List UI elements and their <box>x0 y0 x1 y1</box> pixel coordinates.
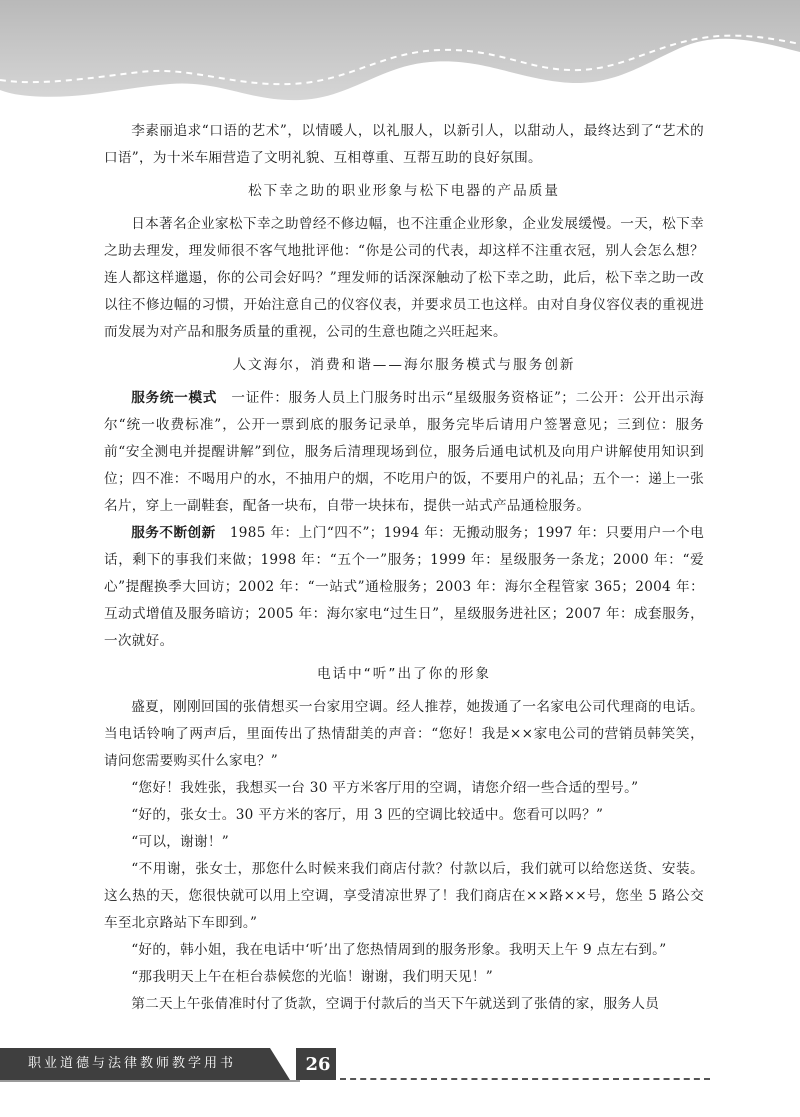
paragraph: “您好！我姓张，我想买一台 30 平方米客厅用的空调，请您介绍一些合适的型号。” <box>131 780 639 796</box>
header-wave-banner <box>0 0 800 120</box>
paragraph: “不用谢，张女士，那您什么时候来我们商店付款？付款以后，我们就可以给您送货、安装。这么热的天，您很快就可以用上空调，享受清凉世界了！我们商店在××路××号，您坐 5 路公交车至北京路站下车即到。” <box>104 861 704 931</box>
section-heading: 电话中“听”出了你的形象 <box>316 666 492 682</box>
paragraph: “那我明天上午在柜台恭候您的光临！谢谢，我们明天见！” <box>131 969 494 985</box>
page-number: 26 <box>305 1054 331 1075</box>
paragraph-text: 1985 年：上门“四不”；1994 年：无搬动服务；1997 年：只要用户一个电话，剩下的事我们来做；1998 年：“五个一”服务；1999 年：星级服务一条龙；2000 年：“爱心”提醒换季大回访；2002 年：“一站式”通检服务；2003 年：海尔全程管家 365；2004 年：互动式增值及服务暗访；2005 年：海尔家电“过生日”，星级服务进社区；2007 年：成套服务，一次就好。 <box>104 525 704 649</box>
paragraph: 第二天上午张倩准时付了货款，空调于付款后的当天下午就送到了张倩的家，服务人员 <box>131 996 660 1012</box>
paragraph-lead-term: 服务统一模式 <box>131 390 218 406</box>
footer-book-title: 职业道德与法律教师教学用书 <box>28 1056 237 1071</box>
paragraph: “好的，张女士。30 平方米的客厅，用 3 匹的空调比较适中。您看可以吗？” <box>131 807 604 823</box>
paragraph: 李素丽追求“口语的艺术”，以情暖人，以礼服人，以新引人，以甜动人，最终达到了“艺术的口语”，为十米车厢营造了文明礼貌、互相尊重、互帮互助的良好氛围。 <box>104 123 704 166</box>
paragraph-text: 一证件：服务人员上门服务时出示“星级服务资格证”；二公开：公开出示海尔“统一收费标准”，公开一票到底的服务记录单，服务完毕后请用户签署意见；三到位：服务前“安全测电并提醒讲解”到位，服务后清理现场到位，服务后通电试机及向用户讲解使用知识到位；四不准：不喝用户的水，不抽用户的烟，不吃用户的饭，不要用户的礼品；五个一：递上一张名片，穿上一副鞋套，配备一块布，自带一块抹布，提供一站式产品通检服务。 <box>104 390 704 514</box>
footer-dashed-rule <box>340 1078 710 1080</box>
paragraph-lead-term: 服务不断创新 <box>131 525 216 541</box>
paragraph: “可以，谢谢！” <box>131 834 230 850</box>
paragraph: 日本著名企业家松下幸之助曾经不修边幅，也不注重企业形象，企业发展缓慢。一天，松下幸之助去理发，理发师很不客气地批评他：“你是公司的代表，却这样不注重衣冠，别人会怎么想？连人都这样邋遢，你的公司会好吗？”理发师的话深深触动了松下幸之助，此后，松下幸之助一改以往不修边幅的习惯，开始注意自己的仪容仪表，并要求员工也这样。由对自身仪容仪表的重视进而发展为对产品和服务质量的重视，公司的生意也随之兴旺起来。 <box>104 216 704 340</box>
section-heading: 松下幸之助的职业形象与松下电器的产品质量 <box>248 183 560 199</box>
paragraph <box>104 520 704 655</box>
paragraph <box>104 385 704 520</box>
paragraph: “好的，韩小姐，我在电话中‘听’出了您热情周到的服务形象。我明天上午 9 点左右到。” <box>131 942 667 958</box>
paragraph: 盛夏，刚刚回国的张倩想买一台家用空调。经人推荐，她拨通了一名家电公司代理商的电话。当电话铃响了两声后，里面传出了热情甜美的声音：“您好！我是××家电公司的营销员韩笑笑，请问您需要购买什么家电？” <box>104 699 704 769</box>
section-heading: 人文海尔，消费和谐——海尔服务模式与服务创新 <box>232 357 576 373</box>
article-body <box>104 118 704 1018</box>
